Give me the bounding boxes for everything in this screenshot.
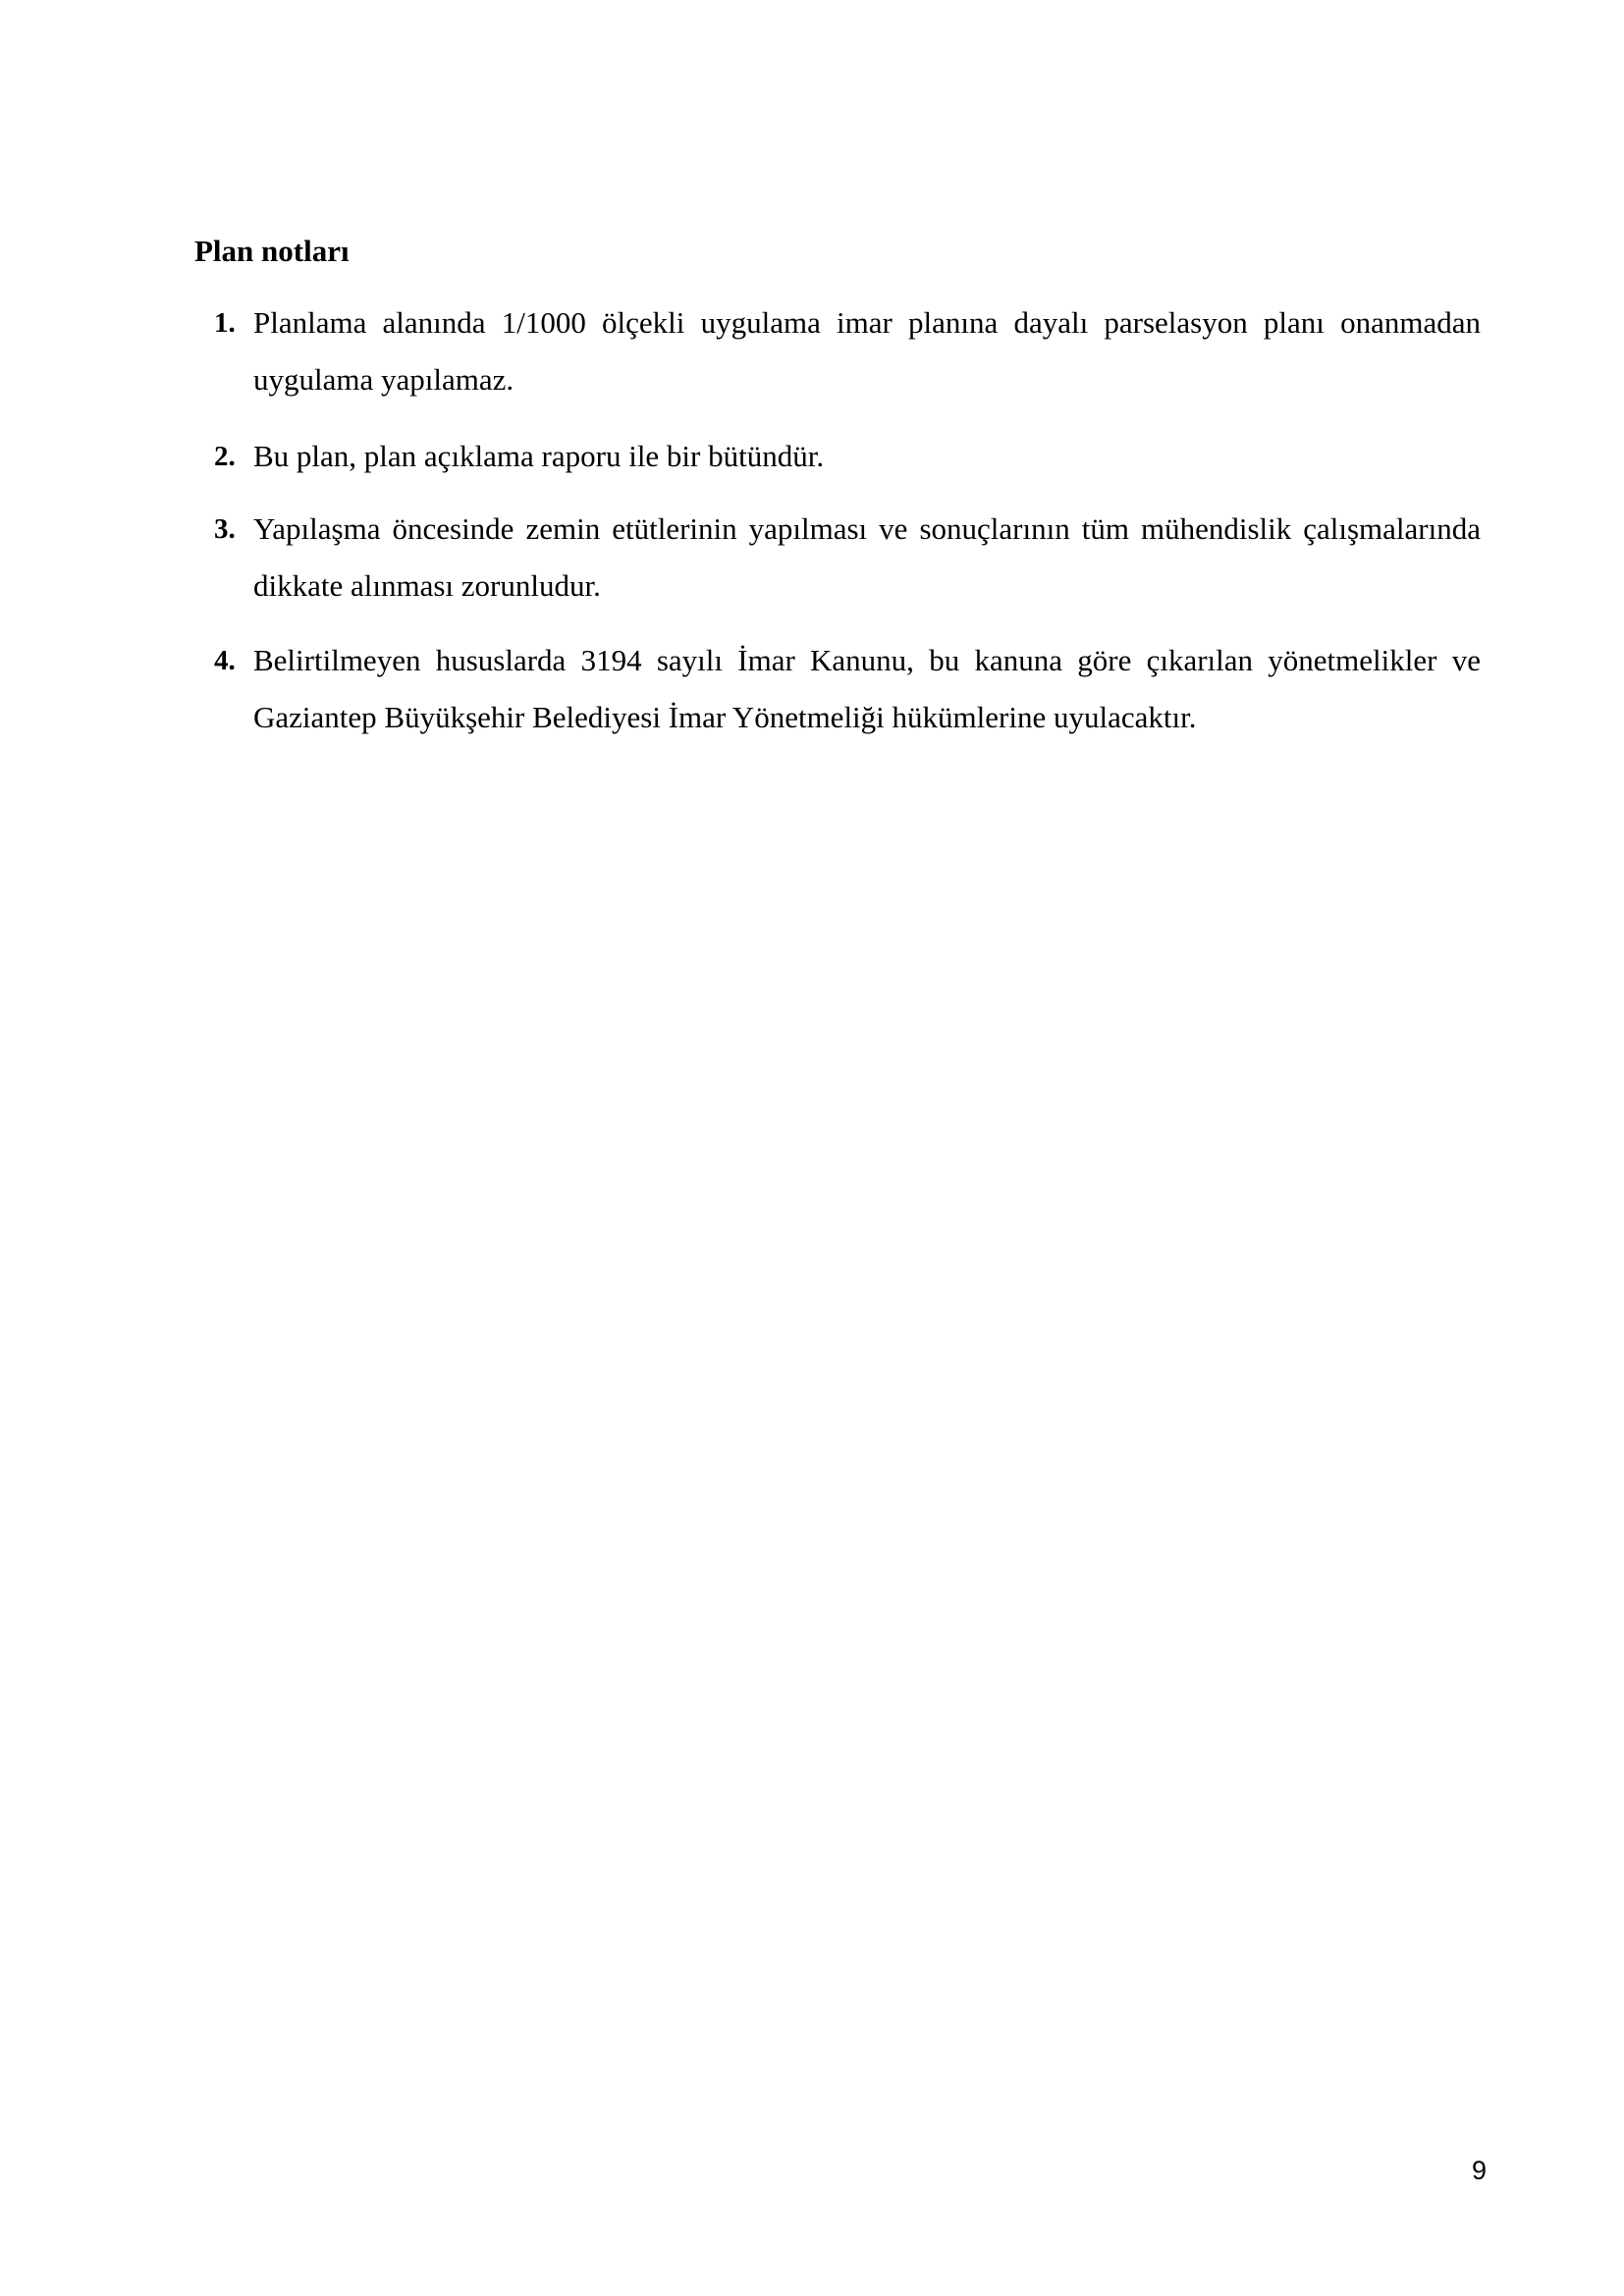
plan-note-number: 4. bbox=[214, 645, 236, 676]
plan-note-text: Planlama alanında 1/1000 ölçekli uygulama imar planına dayalı parselasyon planı onanmadan uygulama yapılamaz. bbox=[253, 305, 1481, 397]
plan-note-text: Bu plan, plan açıklama raporu ile bir bütündür. bbox=[253, 439, 825, 473]
page-number: 9 bbox=[1471, 2156, 1487, 2185]
plan-note-number: 1. bbox=[214, 307, 236, 339]
plan-note-text: Yapılaşma öncesinde zemin etütlerinin yapılması ve sonuçlarının tüm mühendislik çalışmalarında dikkate alınması zorunludur. bbox=[253, 511, 1481, 603]
plan-note-text: Belirtilmeyen hususlarda 3194 sayılı İmar Kanunu, bu kanuna göre çıkarılan yönetmelikler ve Gaziantep Büyükşehir Belediyesi İmar Yönetmeliği hükümlerine uyulacaktır. bbox=[253, 643, 1481, 734]
plan-note-number: 3. bbox=[214, 513, 236, 545]
plan-note-number: 2. bbox=[214, 441, 236, 472]
section-heading: Plan notları bbox=[194, 234, 350, 268]
